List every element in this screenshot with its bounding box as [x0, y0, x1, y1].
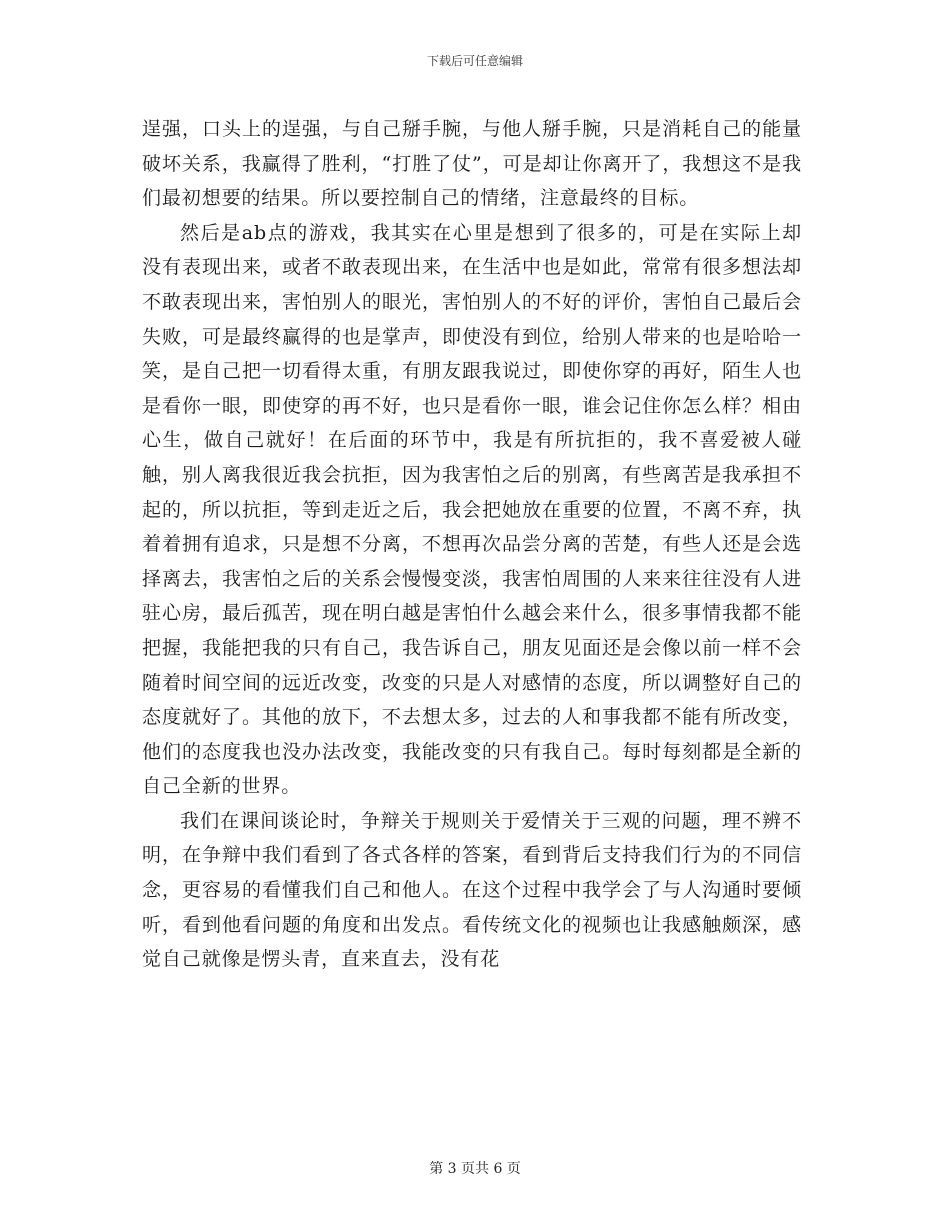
paragraph-3: 我们在课间谈论时，争辩关于规则关于爱情关于三观的问题，理不辨不明，在争辩中我们看到了各式各样的答案，看到背后支持我们行为的不同信念，更容易的看懂我们自己和他人。在这个过程中我学会了与人沟通时要倾听，看到他看问题的角度和出发点。看传统文化的视频也让我感触颇深，感觉自己就像是愣头青，直来直去，没有花: [142, 809, 802, 971]
paragraph-1: 逞强，口头上的逞强，与自己掰手腕，与他人掰手腕，只是消耗自己的能量破坏关系，我赢得了胜利，“打胜了仗”，可是却让你离开了，我想这不是我们最初想要的结果。所以要控制自己的情绪，注意最终的目标。: [142, 118, 802, 210]
page-header: 下载后可任意编辑: [426, 54, 523, 68]
paragraph-2: 然后是ab点的游戏，我其实在心里是想到了很多的，可是在实际上却没有表现出来，或者不敢表现出来，在生活中也是如此，常常有很多想法却不敢表现出来，害怕别人的眼光，害怕别人的不好的评价，害怕自己最后会失败，可是最终赢得的也是掌声，即使没有到位，给别人带来的也是哈哈一笑，是自己把一切看得太重，有朋友跟我说过，即使你穿的再好，陌生人也是看你一眼，即使穿的再不好，也只是看你一眼，谁会记住你怎么样？相由心生，做自己就好！在后面的环节中，我是有所抗拒的，我不喜爱被人碰触，别人离我很近我会抗拒，因为我害怕之后的别离，有些离苦是我承担不起的，所以抗拒，等到走近之后，我会把她放在重要的位置，不离不弃，执着着拥有追求，只是想不分离，不想再次品尝分离的苦楚，有些人还是会选择离去，我害怕之后的关系会慢慢变淡，我害怕周围的人来来往往没有人进驻心房，最后孤苦，现在明白越是害怕什么越会来什么，很多事情我都不能把握，我能把我的只有自己，我告诉自己，朋友见面还是会像以前一样不会随着时间空间的远近改变，改变的只是人对感情的态度，所以调整好自己的态度就好了。其他的放下，不去想太多，过去的人和事我都不能有所改变，他们的态度我也没办法改变，我能改变的只有我自己。每时每刻都是全新的自己全新的世界。: [142, 221, 802, 798]
page-footer: 第 3 页共 6 页: [429, 1161, 521, 1177]
document-body: [142, 112, 802, 977]
